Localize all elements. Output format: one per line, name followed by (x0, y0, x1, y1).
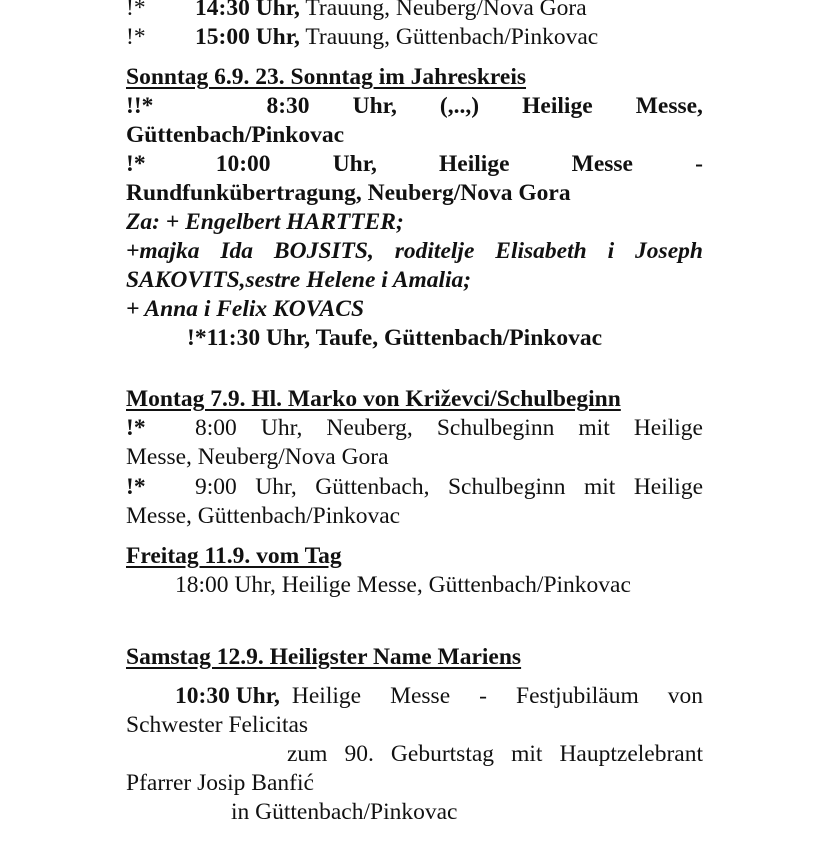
monday-entry (126, 414, 703, 443)
entry-mark: !* (126, 415, 146, 441)
entry-location: Rundfunkübertragung, Neuberg/Nova Gora (126, 180, 571, 206)
baptism-entry: !*11:30 Uhr, Taufe, Güttenbach/Pinkovac (187, 325, 603, 351)
saturday-entry (175, 682, 703, 711)
entry-text: zum 90. Geburtstag mit Hauptzelebrant (287, 741, 703, 767)
entry-text: Trauung, Güttenbach/Pinkovac (305, 24, 599, 50)
entry-text: 9:00 Uhr, Güttenbach, Schulbeginn mit Heilige (195, 474, 703, 500)
entry-mark: !* (126, 474, 146, 500)
day-heading-friday: Freitag 11.9. vom Tag (126, 543, 342, 569)
entry-text: Pfarrer Josip Banfić (126, 770, 314, 796)
intention-line: SAKOVITS,sestre Helene i Amalia; (126, 267, 472, 293)
entry-text: Trauung, Neuberg/Nova Gora (305, 0, 587, 21)
entry-location: Güttenbach/Pinkovac (126, 122, 345, 148)
entry-location: Messe, Güttenbach/Pinkovac (126, 503, 401, 529)
entry-mark: !* (126, 151, 146, 177)
schedule-entry (126, 23, 703, 52)
entry-word: Messe (571, 151, 633, 177)
entry-time: 8:30 (266, 93, 310, 119)
day-heading-saturday: Samstag 12.9. Heiligster Name Mariens (126, 644, 522, 670)
day-heading-monday: Montag 7.9. Hl. Marko von Križevci/Schulbeginn (126, 386, 621, 412)
entry-time: 15:00 Uhr, (195, 24, 300, 50)
entry-location: in Güttenbach/Pinkovac (231, 799, 458, 825)
sunday-broadcast-entry (126, 150, 703, 179)
entry-word: Heilige (522, 93, 593, 119)
schedule-entry (126, 0, 703, 23)
entry-text: 8:00 Uhr, Neuberg, Schulbeginn mit Heilige (195, 415, 703, 441)
entry-word: Messe, (635, 93, 703, 119)
entry-mark: !* (126, 24, 146, 50)
entry-word: - (695, 151, 703, 177)
day-heading-sunday: Sonntag 6.9. 23. Sonntag im Jahreskreis (126, 64, 527, 90)
entry-word: (,..,) (439, 93, 480, 119)
entry-time: 10:00 (215, 151, 271, 177)
intention-line: + Anna i Felix KOVACS (126, 296, 365, 322)
intention-line: Za: + Engelbert HARTTER; (126, 209, 404, 235)
entry-mark: !!* (126, 93, 154, 119)
entry-word: Heilige (439, 151, 510, 177)
entry-word: Uhr, (332, 151, 377, 177)
friday-entry: 18:00 Uhr, Heilige Messe, Güttenbach/Pinkovac (175, 572, 631, 598)
entry-time: 10:30 Uhr, (175, 683, 280, 709)
entry-text: Schwester Felicitas (126, 712, 309, 738)
sunday-mass-entry (126, 92, 703, 121)
entry-mark: !* (126, 0, 146, 21)
entry-location: Messe, Neuberg/Nova Gora (126, 444, 389, 470)
entry-word: Uhr, (352, 93, 397, 119)
monday-entry (126, 473, 703, 502)
entry-text: Heilige Messe - Festjubiläum von (291, 683, 703, 709)
intention-line: +majka Ida BOJSITS, roditelje Elisabeth i Joseph (126, 238, 703, 264)
entry-time: 14:30 Uhr, (195, 0, 300, 21)
